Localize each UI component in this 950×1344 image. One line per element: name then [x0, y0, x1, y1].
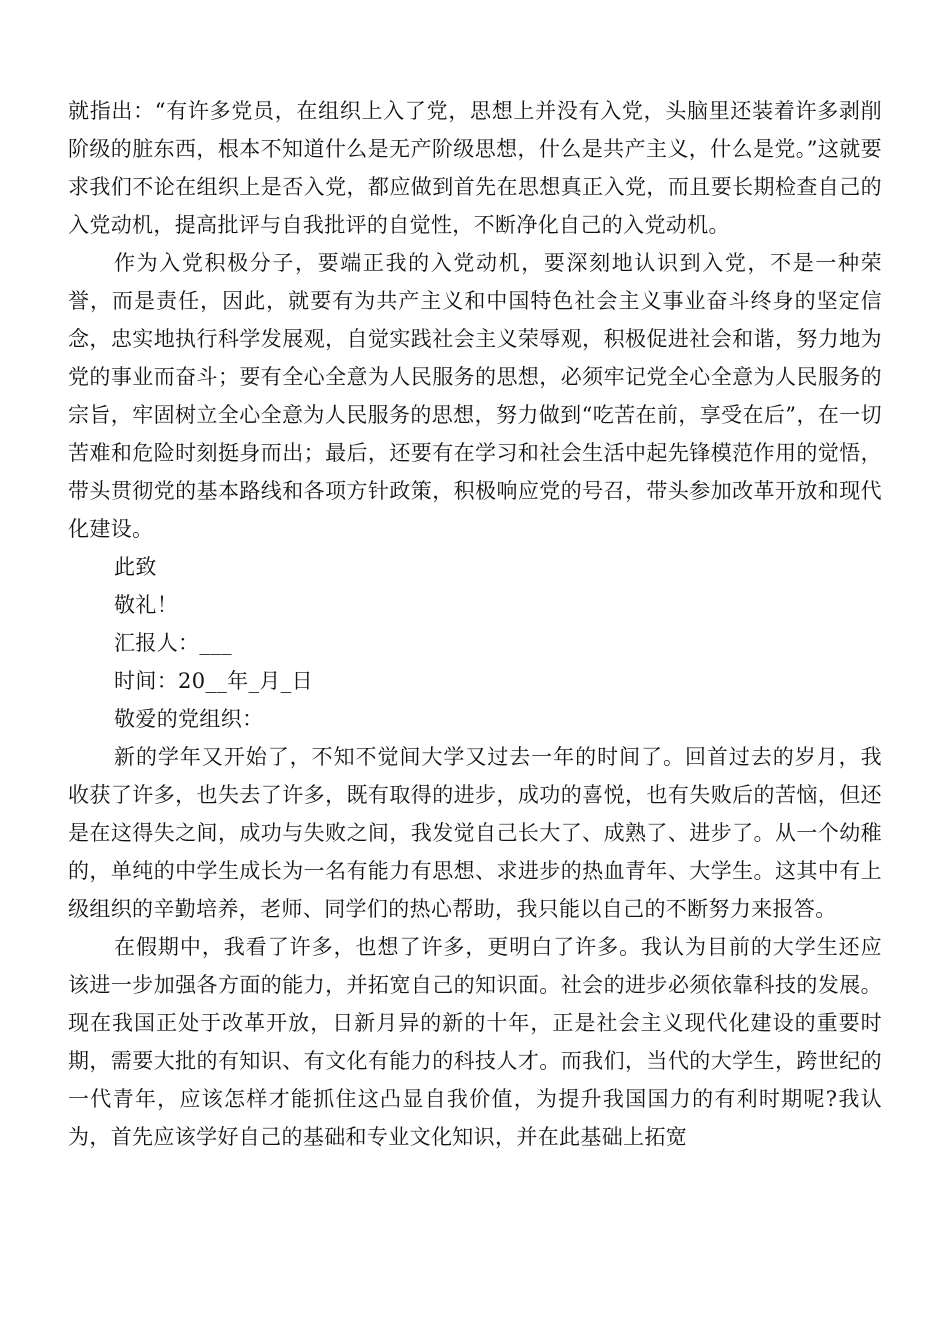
body-paragraph-2: 在假期中，我看了许多，也想了许多，更明白了许多。我认为目前的大学生还应该进一步加强各方面的能力，并拓宽自己的知识面。社会的进步必须依靠科技的发展。现在我国正处于改革开放，日新月异的新的十年，正是社会主义现代化建设的重要时期，需要大批的有知识、有文化有能力的科技人才。而我们，当代的大学生，跨世纪的一代青年，应该怎样才能抓住这凸显自我价值，为提升我国国力的有利时期呢?我认为，首先应该学好自己的基础和专业文化知识，并在此基础上拓宽: [68, 935, 882, 1149]
closing-respect: 敬礼！: [114, 593, 179, 617]
reporter-line: 汇报人：___: [114, 631, 232, 655]
greeting-line: 敬爱的党组织：: [114, 707, 264, 731]
paragraph-1: 就指出：“有许多党员，在组织上入了党，思想上并没有入党，头脑里还装着许多剥削阶级的脏东西，根本不知道什么是无产阶级思想，什么是共产主义，什么是党。”这就要求我们不论在组织上是否入党，都应做到首先在思想真正入党，而且要长期检查自己的入党动机，提高批评与自我批评的自觉性，不断净化自己的入党动机。: [68, 99, 882, 237]
date-line: 时间：20__年_月_日: [114, 669, 313, 693]
paragraph-2: 作为入党积极分子，要端正我的入党动机，要深刻地认识到入党，不是一种荣誉，而是责任，因此，就要有为共产主义和中国特色社会主义事业奋斗终身的坚定信念，忠实地执行科学发展观，自觉实践社会主义荣辱观，积极促进社会和谐，努力地为党的事业而奋斗；要有全心全意为人民服务的思想，必须牢记党全心全意为人民服务的宗旨，牢固树立全心全意为人民服务的思想，努力做到“吃苦在前，享受在后”，在一切苦难和危险时刻挺身而出；最后，还要有在学习和社会生活中起先锋模范作用的觉悟，带头贯彻党的基本路线和各项方针政策，积极响应党的号召，带头参加改革开放和现代化建设。: [68, 251, 882, 541]
closing-salutation: 此致: [114, 555, 157, 579]
document-page: [68, 92, 882, 1156]
body-paragraph-1: 新的学年又开始了，不知不觉间大学又过去一年的时间了。回首过去的岁月，我收获了许多，也失去了许多，既有取得的进步，成功的喜悦，也有失败后的苦恼，但还是在这得失之间，成功与失败之间，我发觉自己长大了、成熟了、进步了。从一个幼稚的，单纯的中学生成长为一名有能力有思想、求进步的热血青年、大学生。这其中有上级组织的辛勤培养，老师、同学们的热心帮助，我只能以自己的不断努力来报答。: [68, 745, 882, 921]
